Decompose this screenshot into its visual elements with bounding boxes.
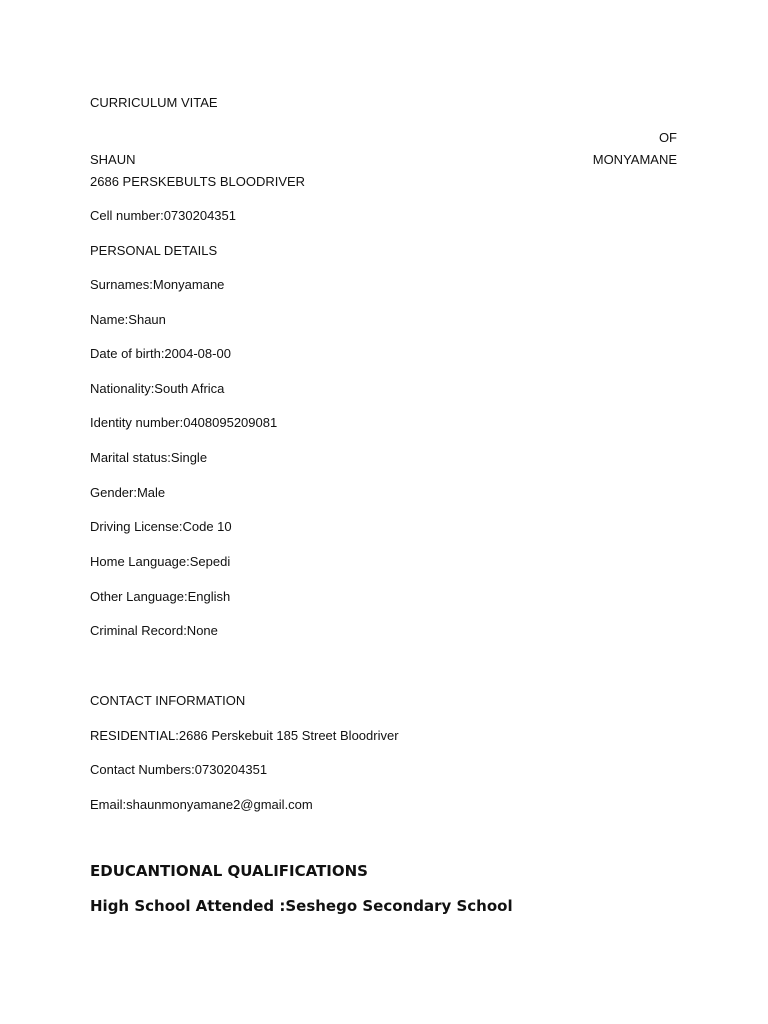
document-title: CURRICULUM VITAE (90, 95, 218, 110)
detail-nationality: Nationality:South Africa (90, 381, 225, 396)
first-name: SHAUN (90, 152, 136, 167)
address-line: 2686 PERSKEBULTS BLOODRIVER (90, 174, 306, 189)
detail-home-language: Home Language:Sepedi (90, 554, 231, 569)
education-heading: EDUCANTIONAL QUALIFICATIONS (90, 862, 368, 880)
detail-marital-status: Marital status:Single (90, 450, 208, 465)
cell-number: Cell number:0730204351 (90, 208, 236, 223)
contact-numbers: Contact Numbers:0730204351 (90, 762, 268, 777)
detail-criminal-record: Criminal Record:None (90, 623, 218, 638)
detail-gender: Gender:Male (90, 485, 166, 500)
personal-details-heading: PERSONAL DETAILS (90, 243, 218, 258)
contact-email: Email:shaunmonyamane2@gmail.com (90, 797, 313, 812)
last-name: MONYAMANE (592, 152, 677, 167)
title-of-word: OF (658, 130, 677, 145)
detail-identity-number: Identity number:0408095209081 (90, 415, 278, 430)
contact-residential: RESIDENTIAL:2686 Perskebuit 185 Street Bloodriver (90, 728, 399, 743)
detail-name: Name:Shaun (90, 312, 166, 327)
detail-other-language: Other Language:English (90, 589, 231, 604)
contact-information-heading: CONTACT INFORMATION (90, 693, 246, 708)
detail-surnames: Surnames:Monyamane (90, 277, 225, 292)
high-school-attended: High School Attended :Seshego Secondary School (90, 897, 513, 915)
detail-driving-license: Driving License:Code 10 (90, 519, 232, 534)
detail-date-of-birth: Date of birth:2004-08-00 (90, 346, 231, 361)
